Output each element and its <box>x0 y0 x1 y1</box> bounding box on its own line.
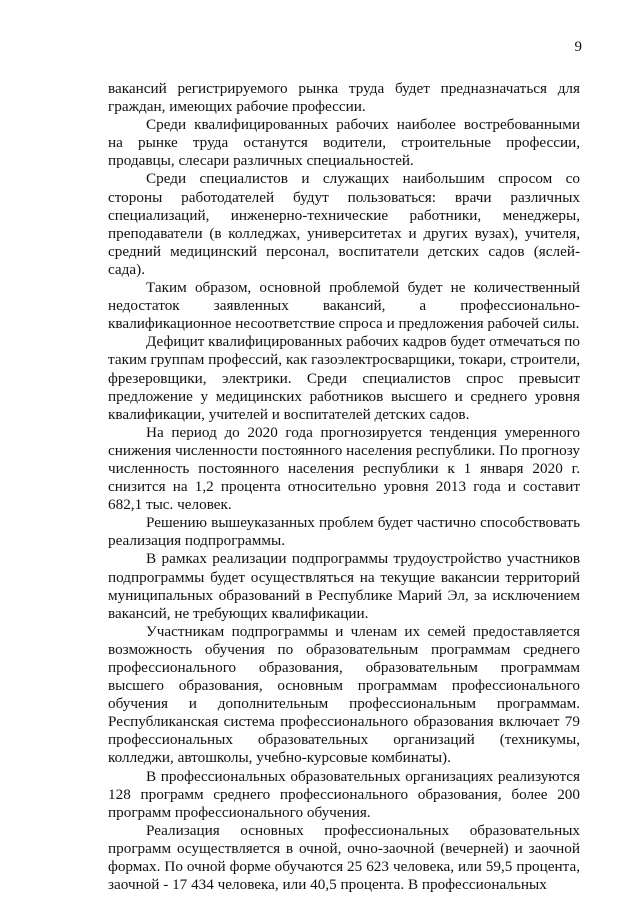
paragraph-2: Среди квалифицированных рабочих наиболее востребованными на рынке труда останутся водители, строительные профессии, продавцы, слесари различных специальностей. <box>108 116 580 170</box>
paragraph-1: вакансий регистрируемого рынка труда будет предназначаться для граждан, имеющих рабочие профессии. <box>108 80 580 116</box>
paragraph-8: В рамках реализации подпрограммы трудоустройство участников подпрограммы будет осуществляться на текущие вакансии территорий муниципальных образований в Республике Марий Эл, за исключением вакансий, не требующих квалификации. <box>108 550 580 622</box>
paragraph-7: Решению вышеуказанных проблем будет частично способствовать реализация подпрограммы. <box>108 514 580 550</box>
paragraph-10: В профессиональных образовательных организациях реализуются 128 программ среднего профессионального образования, более 200 программ профессионального обучения. <box>108 767 580 821</box>
paragraph-11: Реализация основных профессиональных образовательных программ осуществляется в очной, очно-заочной (вечерней) и заочной формах. По очной форме обучаются 25 623 человека, или 59,5 процента, заочной - 17 434 человека, или 40,5 процента. В профессиональных <box>108 821 580 894</box>
paragraph-6: На период до 2020 года прогнозируется тенденция умеренного снижения численности постоянного населения республики. По прогнозу численность постоянного населения республики к 1 января 2020 г. снизится на 1,2 процента относительно уровня 2013 года и составит 682,1 тыс. человек. <box>108 423 581 514</box>
paragraph-9: Участникам подпрограммы и членам их семей предоставляется возможность обучения по образовательным программам среднего профессионального образования, образовательным программам высшего образования, основным программам профессионального обучения и дополнительным профессиональным программам. Республиканская система профессионального образования включает 79 профессиональных образовательных организаций (техникумы, колледжи, автошколы, учебно-курсовые комбинаты). <box>108 622 580 767</box>
paragraph-5: Дефицит квалифицированных рабочих кадров будет отмечаться по таким группам профессий, как газоэлектросварщики, токари, строители, фрезеровщики, электрики. Среди специалистов спрос превысит предложение у медицинских работников высшего и среднего уровня квалификации, учителей и воспитателей детских садов. <box>108 333 580 423</box>
paragraph-3: Среди специалистов и служащих наибольшим спросом со стороны работодателей будут пользоваться: врачи различных специализаций, инженерно-технические работники, менеджеры, преподаватели (в колледжах, университетах и других вузах), учителя, средний медицинский персонал, воспитатели детских садов (яслей-сада). <box>108 170 580 278</box>
page-number: 9 <box>574 39 582 55</box>
paragraph-4: Таким образом, основной проблемой будет не количественный недостаток заявленных вакансий, а профессионально-квалификационное несоответствие спроса и предложения рабочей силы. <box>108 279 580 333</box>
body-text <box>108 80 580 894</box>
